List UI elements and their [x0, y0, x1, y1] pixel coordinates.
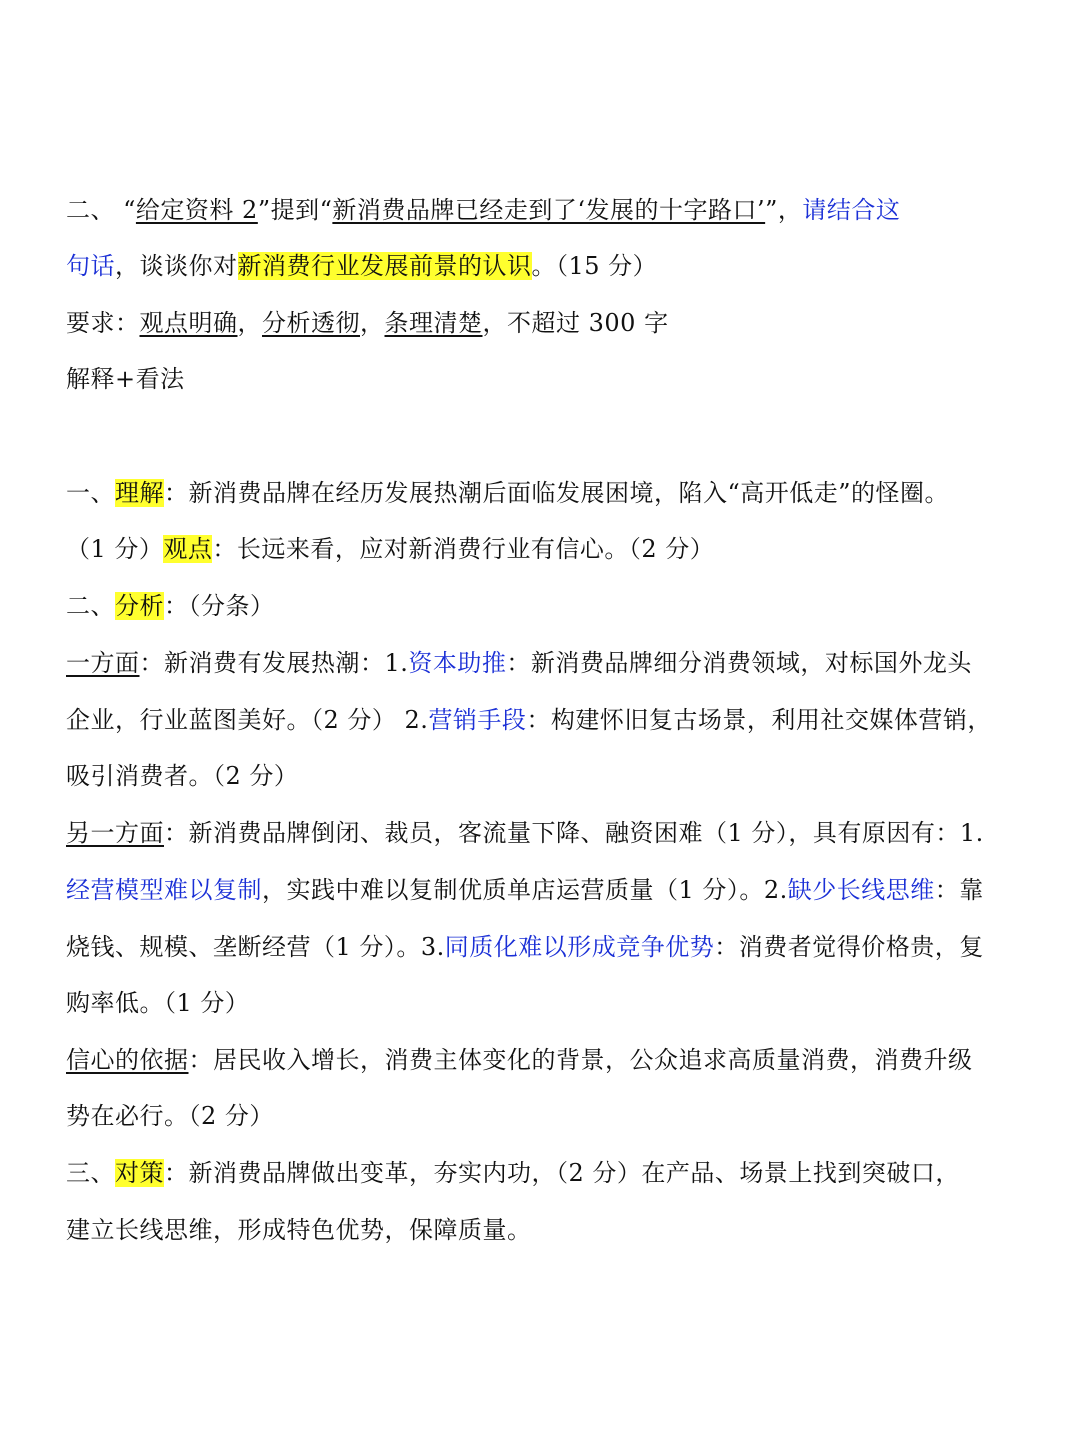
requirement-3: 条理清楚 [384, 309, 483, 337]
countermeasure-text: ：新消费品牌做出变革，夯实内功，（2 分）在产品、场景上找到突破口， [164, 1159, 960, 1187]
confidence-text: ：居民收入增长，消费主体变化的背景，公众追求高质量消费，消费升级 [188, 1046, 973, 1074]
part-number: 一、 [66, 479, 115, 507]
question-number: 二、 [66, 196, 124, 224]
quote-mid: ”提到“ [257, 196, 333, 224]
requirements-tail: ，不超过 300 字 [482, 309, 669, 337]
task-instruction-start: 请结合这 [802, 196, 901, 224]
aspect2-text3: ：消费者觉得价格贵，复 [714, 933, 984, 961]
requirements-line [66, 306, 669, 340]
quote-close: ”， [765, 196, 803, 224]
aspect1-line2-text: 企业，行业蓝图美好。（2 分） 2. [66, 706, 429, 734]
understanding-text: ：新消费品牌在经历发展热潮后面临发展困境，陷入“高开低走”的怪圈。 [164, 479, 950, 507]
answer-part2-heading [66, 589, 275, 623]
aspect1-key1: 资本助推 [408, 649, 507, 677]
requirement-2: 分析透彻 [262, 309, 360, 337]
aspect1-line3-text: 吸引消费者。（2 分） [66, 762, 299, 790]
aspect1-line2 [66, 703, 992, 737]
aspect1-text1: ：新消费品牌细分消费领域，对标国外龙头 [506, 649, 972, 677]
aspect2-key2: 缺少长线思维 [787, 876, 935, 904]
aspect2-text1: ，实践中难以复制优质单店运营质量（1 分）。2. [262, 876, 788, 904]
aspect1-line3 [66, 759, 298, 793]
score-note: （1 分） [66, 535, 164, 563]
aspect2-line2 [66, 873, 984, 907]
method-label: 解释+看法 [66, 365, 185, 393]
analysis-label: 分析 [115, 592, 164, 620]
aspect2-text2: ：靠 [934, 876, 984, 904]
countermeasure-line2-text: 建立长线思维，形成特色优势，保障质量。 [66, 1216, 532, 1244]
aspect1-text2: ：构建怀旧复古场景，利用社交媒体营销， [526, 706, 992, 734]
confidence-line2 [66, 1099, 274, 1133]
requirement-1: 观点明确 [139, 309, 238, 337]
aspect1-lead: ：新消费有发展热潮：1. [139, 649, 409, 677]
countermeasure-label: 对策 [115, 1159, 164, 1187]
separator: ， [360, 309, 385, 337]
material-reference: 给定资料 2 [135, 196, 258, 224]
viewpoint-label: 观点 [163, 535, 213, 563]
confidence-line2-text: 势在必行。（2 分） [66, 1102, 274, 1130]
answer-part3-line2 [66, 1213, 532, 1247]
viewpoint-text: ：长远来看，应对新消费行业有信心。（2 分） [212, 535, 715, 563]
aspect2-line4 [66, 986, 249, 1020]
analysis-text: ：（分条） [164, 592, 275, 620]
aspect2-key1: 经营模型难以复制 [66, 876, 262, 904]
aspect2-label: 另一方面 [66, 819, 164, 847]
requirements-prefix: 要求： [66, 309, 140, 337]
aspect1-line1 [66, 646, 972, 680]
aspect2-line1 [66, 816, 984, 850]
question-line-2 [66, 249, 657, 283]
separator: ， [237, 309, 262, 337]
understanding-label: 理解 [115, 479, 164, 507]
aspect2-line4-text: 购率低。（1 分） [66, 989, 250, 1017]
aspect1-key2: 营销手段 [428, 706, 527, 734]
confidence-line1 [66, 1043, 973, 1077]
question-mid-text: ，谈谈你对 [115, 252, 238, 280]
answer-part1-line1 [66, 476, 949, 510]
aspect2-lead: ：新消费品牌倒闭、裁员，客流量下降、融资困难（1 分），具有原因有：1. [164, 819, 984, 847]
task-instruction-end: 句话 [66, 252, 115, 280]
part-number: 三、 [66, 1159, 115, 1187]
question-score: 。（15 分） [531, 252, 658, 280]
quoted-phrase: 新消费品牌已经走到了‘发展的十字路口’ [332, 196, 766, 224]
part-number: 二、 [66, 592, 115, 620]
aspect1-label: 一方面 [66, 649, 140, 677]
aspect2-line3 [66, 930, 984, 964]
quote-open: “ [123, 196, 136, 224]
answer-method [66, 362, 185, 396]
aspect2-key3: 同质化难以形成竞争优势 [444, 933, 715, 961]
question-line-1 [66, 193, 900, 227]
confidence-label: 信心的依据 [66, 1046, 189, 1074]
answer-part3-line1 [66, 1156, 960, 1190]
question-topic-highlight: 新消费行业发展前景的认识 [237, 252, 532, 280]
answer-part1-line2 [66, 532, 714, 566]
aspect2-line3-text: 烧钱、规模、垄断经营（1 分）。3. [66, 933, 445, 961]
